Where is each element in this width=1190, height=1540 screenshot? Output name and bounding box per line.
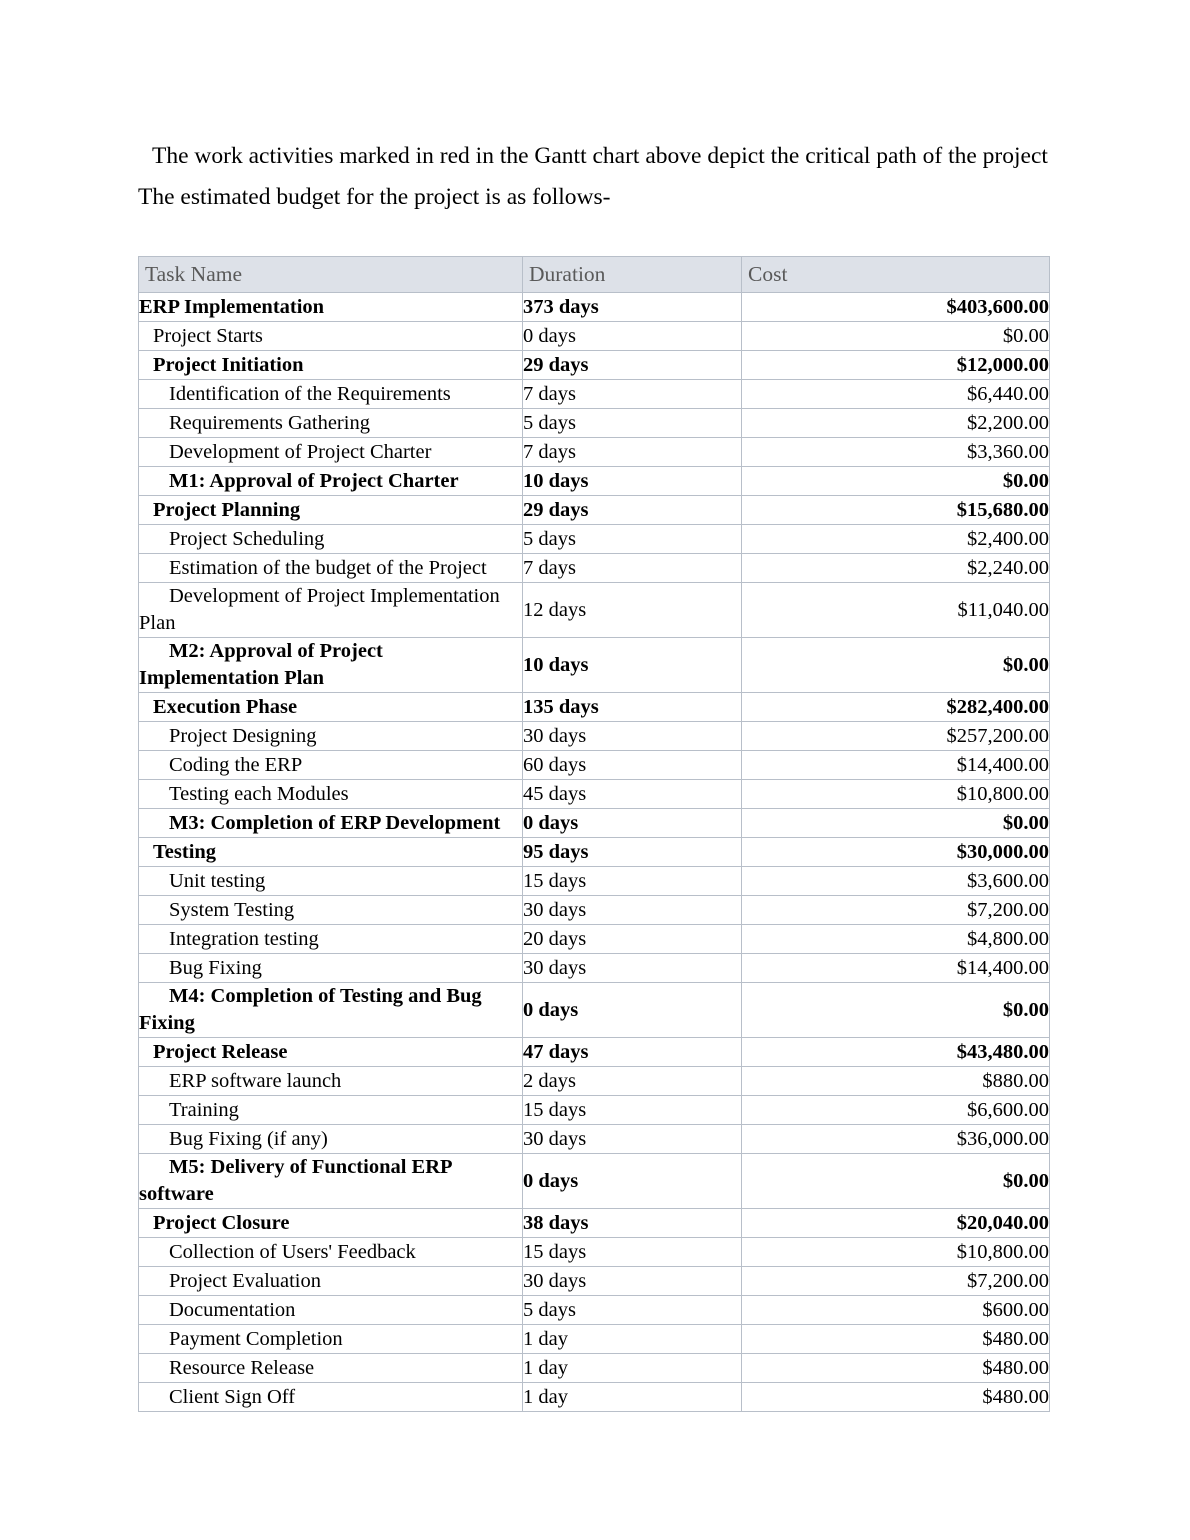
cost-cell: $2,400.00	[742, 525, 1050, 554]
table-row	[139, 293, 1050, 322]
task-name-cell: Training	[139, 1096, 523, 1125]
task-name-cell: Identification of the Requirements	[139, 380, 523, 409]
cost-cell: $15,680.00	[742, 496, 1050, 525]
intro-paragraphs	[138, 136, 1050, 218]
duration-cell: 45 days	[523, 780, 742, 809]
column-header-duration: Duration	[523, 257, 742, 293]
duration-cell: 5 days	[523, 409, 742, 438]
task-name-cell: M5: Delivery of Functional ERP software	[139, 1154, 523, 1209]
budget-table-body	[139, 293, 1050, 1412]
duration-cell: 7 days	[523, 554, 742, 583]
task-name-cell: Project Initiation	[139, 351, 523, 380]
cost-cell: $43,480.00	[742, 1038, 1050, 1067]
cost-cell: $600.00	[742, 1296, 1050, 1325]
table-row	[139, 638, 1050, 693]
table-row	[139, 1154, 1050, 1209]
task-name-cell: Testing each Modules	[139, 780, 523, 809]
cost-cell: $20,040.00	[742, 1209, 1050, 1238]
task-name-cell: Project Starts	[139, 322, 523, 351]
task-name-cell: Project Planning	[139, 496, 523, 525]
task-name-cell: Testing	[139, 838, 523, 867]
cost-cell: $7,200.00	[742, 896, 1050, 925]
task-name-cell: Bug Fixing (if any)	[139, 1125, 523, 1154]
cost-cell: $0.00	[742, 638, 1050, 693]
table-row	[139, 525, 1050, 554]
table-row	[139, 896, 1050, 925]
cost-cell: $36,000.00	[742, 1125, 1050, 1154]
cost-cell: $0.00	[742, 322, 1050, 351]
table-row	[139, 1296, 1050, 1325]
task-name-cell: Unit testing	[139, 867, 523, 896]
table-row	[139, 1067, 1050, 1096]
task-name-cell: Bug Fixing	[139, 954, 523, 983]
task-name-cell: Project Designing	[139, 722, 523, 751]
duration-cell: 30 days	[523, 1125, 742, 1154]
duration-cell: 38 days	[523, 1209, 742, 1238]
task-name-cell: M4: Completion of Testing and Bug Fixing	[139, 983, 523, 1038]
task-name-cell: Estimation of the budget of the Project	[139, 554, 523, 583]
duration-cell: 7 days	[523, 380, 742, 409]
duration-cell: 15 days	[523, 867, 742, 896]
table-row	[139, 1238, 1050, 1267]
duration-cell: 12 days	[523, 583, 742, 638]
duration-cell: 10 days	[523, 467, 742, 496]
cost-cell: $2,200.00	[742, 409, 1050, 438]
duration-cell: 1 day	[523, 1383, 742, 1412]
intro-line-2: The estimated budget for the project is as follows-	[138, 184, 611, 210]
table-row	[139, 780, 1050, 809]
task-name-cell: M2: Approval of Project Implementation Plan	[139, 638, 523, 693]
cost-cell: $282,400.00	[742, 693, 1050, 722]
table-row	[139, 867, 1050, 896]
cost-cell: $2,240.00	[742, 554, 1050, 583]
duration-cell: 15 days	[523, 1238, 742, 1267]
task-name-cell: Requirements Gathering	[139, 409, 523, 438]
table-row	[139, 1325, 1050, 1354]
duration-cell: 10 days	[523, 638, 742, 693]
cost-cell: $0.00	[742, 983, 1050, 1038]
cost-cell: $3,360.00	[742, 438, 1050, 467]
table-row	[139, 751, 1050, 780]
table-row	[139, 438, 1050, 467]
task-name-cell: ERP software launch	[139, 1067, 523, 1096]
task-name-cell: Development of Project Charter	[139, 438, 523, 467]
table-row	[139, 1209, 1050, 1238]
table-row	[139, 1038, 1050, 1067]
table-row	[139, 409, 1050, 438]
table-row	[139, 496, 1050, 525]
duration-cell: 0 days	[523, 983, 742, 1038]
cost-cell: $10,800.00	[742, 780, 1050, 809]
budget-table-header	[139, 257, 1050, 293]
table-row	[139, 1125, 1050, 1154]
cost-cell: $4,800.00	[742, 925, 1050, 954]
duration-cell: 373 days	[523, 293, 742, 322]
duration-cell: 5 days	[523, 1296, 742, 1325]
task-name-cell: Documentation	[139, 1296, 523, 1325]
duration-cell: 30 days	[523, 1267, 742, 1296]
cost-cell: $257,200.00	[742, 722, 1050, 751]
duration-cell: 135 days	[523, 693, 742, 722]
duration-cell: 30 days	[523, 896, 742, 925]
duration-cell: 60 days	[523, 751, 742, 780]
table-row	[139, 722, 1050, 751]
table-row	[139, 583, 1050, 638]
duration-cell: 0 days	[523, 322, 742, 351]
cost-cell: $403,600.00	[742, 293, 1050, 322]
cost-cell: $880.00	[742, 1067, 1050, 1096]
task-name-cell: Project Scheduling	[139, 525, 523, 554]
table-row	[139, 925, 1050, 954]
cost-cell: $11,040.00	[742, 583, 1050, 638]
duration-cell: 30 days	[523, 954, 742, 983]
cost-cell: $30,000.00	[742, 838, 1050, 867]
duration-cell: 1 day	[523, 1354, 742, 1383]
cost-cell: $7,200.00	[742, 1267, 1050, 1296]
cost-cell: $6,440.00	[742, 380, 1050, 409]
duration-cell: 29 days	[523, 496, 742, 525]
duration-cell: 95 days	[523, 838, 742, 867]
duration-cell: 20 days	[523, 925, 742, 954]
duration-cell: 7 days	[523, 438, 742, 467]
table-row	[139, 1096, 1050, 1125]
column-header-cost: Cost	[742, 257, 1050, 293]
table-header-row	[139, 257, 1050, 293]
task-name-cell: Project Release	[139, 1038, 523, 1067]
task-name-cell: Integration testing	[139, 925, 523, 954]
cost-cell: $480.00	[742, 1383, 1050, 1412]
table-row	[139, 1267, 1050, 1296]
intro-line-1: The work activities marked in red in the Gantt chart above depict the critical path of the project	[152, 143, 1048, 169]
duration-cell: 29 days	[523, 351, 742, 380]
table-row	[139, 380, 1050, 409]
task-name-cell: Execution Phase	[139, 693, 523, 722]
task-name-cell: Client Sign Off	[139, 1383, 523, 1412]
cost-cell: $3,600.00	[742, 867, 1050, 896]
duration-cell: 15 days	[523, 1096, 742, 1125]
task-name-cell: ERP Implementation	[139, 293, 523, 322]
duration-cell: 1 day	[523, 1325, 742, 1354]
cost-cell: $480.00	[742, 1325, 1050, 1354]
cost-cell: $0.00	[742, 809, 1050, 838]
table-row	[139, 809, 1050, 838]
duration-cell: 0 days	[523, 809, 742, 838]
cost-cell: $0.00	[742, 467, 1050, 496]
table-row	[139, 693, 1050, 722]
cost-cell: $12,000.00	[742, 351, 1050, 380]
table-row	[139, 954, 1050, 983]
table-row	[139, 351, 1050, 380]
budget-table	[138, 256, 1050, 1412]
task-name-cell: Development of Project Implementation Plan	[139, 583, 523, 638]
duration-cell: 5 days	[523, 525, 742, 554]
table-row	[139, 838, 1050, 867]
duration-cell: 47 days	[523, 1038, 742, 1067]
table-row	[139, 1383, 1050, 1412]
task-name-cell: M3: Completion of ERP Development	[139, 809, 523, 838]
duration-cell: 30 days	[523, 722, 742, 751]
table-row	[139, 322, 1050, 351]
task-name-cell: Coding the ERP	[139, 751, 523, 780]
cost-cell: $0.00	[742, 1154, 1050, 1209]
task-name-cell: Project Evaluation	[139, 1267, 523, 1296]
task-name-cell: M1: Approval of Project Charter	[139, 467, 523, 496]
cost-cell: $6,600.00	[742, 1096, 1050, 1125]
duration-cell: 2 days	[523, 1067, 742, 1096]
cost-cell: $14,400.00	[742, 751, 1050, 780]
cost-cell: $480.00	[742, 1354, 1050, 1383]
table-row	[139, 554, 1050, 583]
task-name-cell: Resource Release	[139, 1354, 523, 1383]
cost-cell: $10,800.00	[742, 1238, 1050, 1267]
task-name-cell: Project Closure	[139, 1209, 523, 1238]
task-name-cell: System Testing	[139, 896, 523, 925]
cost-cell: $14,400.00	[742, 954, 1050, 983]
table-row	[139, 1354, 1050, 1383]
column-header-task-name: Task Name	[139, 257, 523, 293]
task-name-cell: Collection of Users' Feedback	[139, 1238, 523, 1267]
duration-cell: 0 days	[523, 1154, 742, 1209]
table-row	[139, 983, 1050, 1038]
table-row	[139, 467, 1050, 496]
task-name-cell: Payment Completion	[139, 1325, 523, 1354]
